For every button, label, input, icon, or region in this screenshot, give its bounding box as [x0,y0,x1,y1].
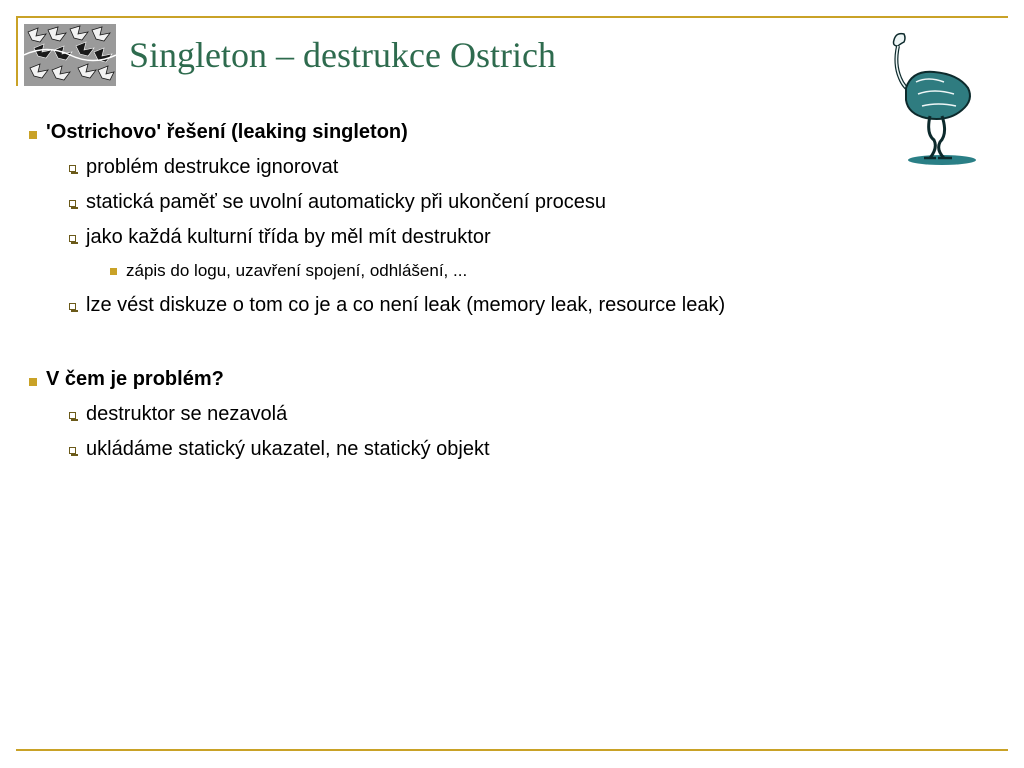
ostrich-illustration [882,30,978,170]
bullet-square-icon [110,268,117,275]
bullet-level2: lze vést diskuze o tom co je a co není leak (memory leak, resource leak) [86,294,726,316]
bullet-hollow-square-icon [69,200,76,207]
bullet-level3: zápis do logu, uzavření spojení, odhlášení, ... [126,261,468,280]
bullet-level2: jako každá kulturní třída by měl mít destruktor [86,226,491,248]
bullet-square-icon [29,378,37,386]
bullet-level1: V čem je problém? [46,368,224,390]
bullet-square-icon [29,131,37,139]
bullet-level2: destruktor se nezavolá [86,403,288,425]
bullet-level2: problém destrukce ignorovat [86,156,339,178]
left-rule [16,16,18,86]
bullet-level2: ukládáme statický ukazatel, ne statický objekt [86,438,490,460]
bottom-rule [16,749,1008,751]
bullet-level2: statická paměť se uvolní automaticky při ukončení procesu [86,191,606,213]
slide-title: Singleton – destrukce Ostrich [129,35,556,75]
bullet-hollow-square-icon [69,165,76,172]
escher-tessellation-logo [24,24,116,86]
bullet-hollow-square-icon [69,447,76,454]
top-rule [16,16,1008,18]
bullet-hollow-square-icon [69,412,76,419]
bullet-level1: 'Ostrichovo' řešení (leaking singleton) [46,121,408,143]
bullet-hollow-square-icon [69,235,76,242]
bullet-hollow-square-icon [69,303,76,310]
